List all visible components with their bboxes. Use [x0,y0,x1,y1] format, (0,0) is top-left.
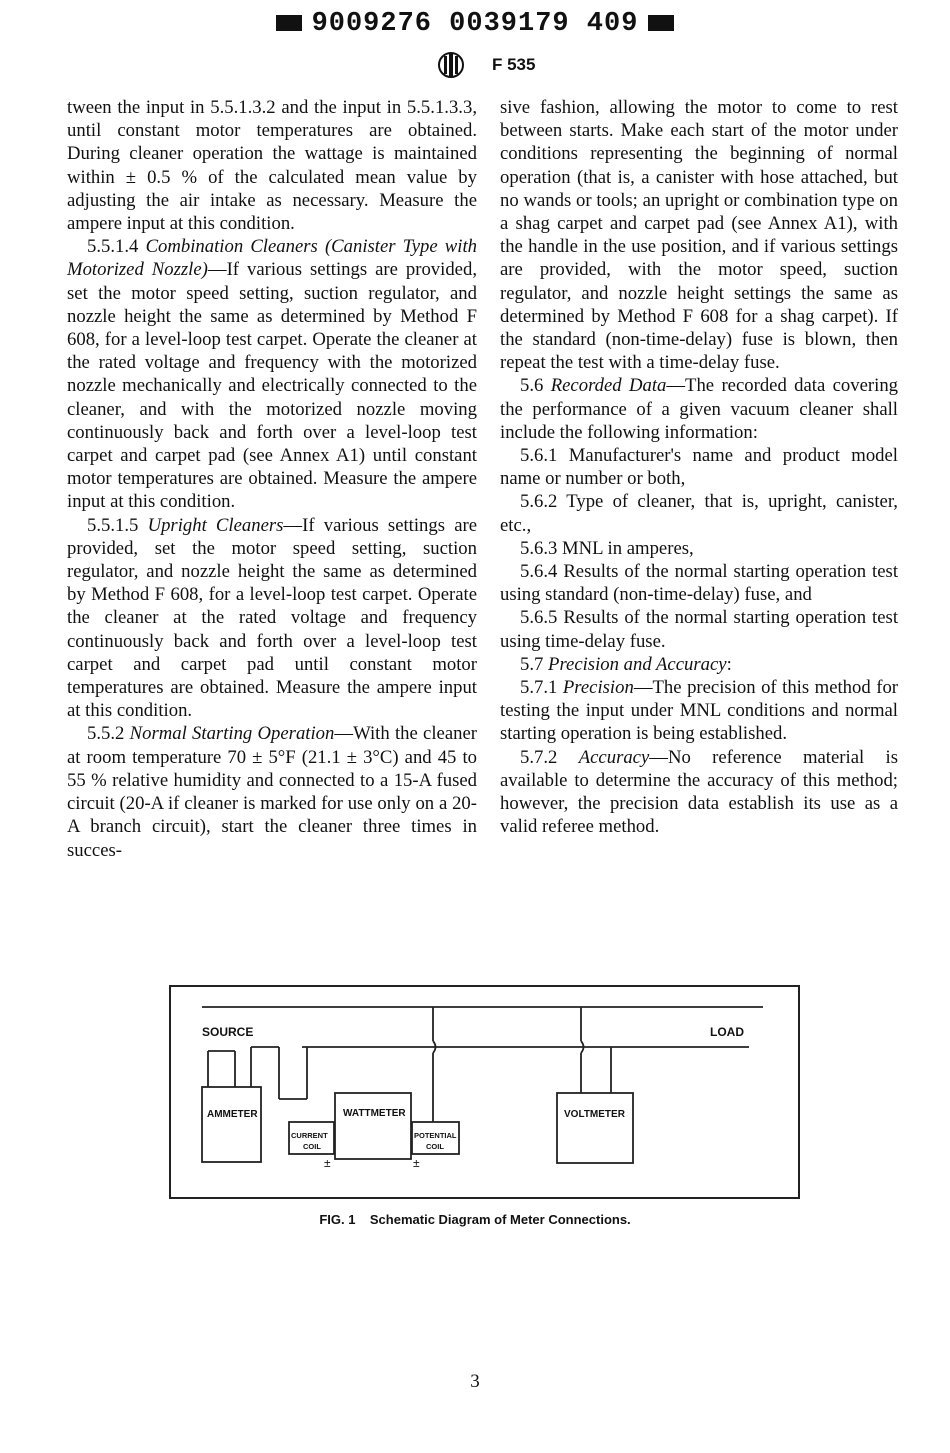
paragraph-5-6: 5.6 Recorded Data—The recorded data covering the performance of a given vacuum cleaner shall include the following information: [500,375,899,443]
wattmeter-label: WATTMETER [343,1108,406,1119]
paragraph-5-6-2: 5.6.2 Type of cleaner, that is, upright, canister, etc., [500,491,898,536]
paragraph-5-7-1: 5.7.1 Precision—The precision of this method for testing the input under MNL conditions and normal starting operation is being established. [500,677,899,745]
figure-caption [0,1212,950,1227]
figure-caption-text: Schematic Diagram of Meter Connections. [369,1212,631,1227]
schematic-figure [169,985,800,1199]
header-block-left [276,15,302,31]
ammeter-label: AMMETER [207,1109,258,1120]
plus-minus-potential: ± [413,1156,420,1170]
paragraph: tween the input in 5.5.1.3.2 and the input in 5.5.1.3.3, until constant motor temperatures are obtained. During cleaner operation the wattage is maintained within ± 0.5 % of the calculated mean value by adjusting the air intake as necessary. Measure the ampere input at this condition. [67,97,477,235]
astm-logo-icon [437,52,465,78]
document-header-code [0,9,950,39]
potential-coil-label-2: COIL [426,1142,444,1151]
potential-coil-label-1: POTENTIAL [414,1131,457,1140]
paragraph-5-6-1: 5.6.1 Manufacturer's name and product model name or number or both, [500,445,899,490]
source-label: SOURCE [202,1025,254,1039]
current-coil-label-1: CURRENT [291,1131,328,1140]
paragraph-5-6-5: 5.6.5 Results of the normal starting operation test using time-delay fuse. [500,607,899,652]
paragraph-continued: sive fashion, allowing the motor to come to rest between starts. Make each start of the motor under conditions representing the beginning of normal operation (that is, a canister with hose attached, but no wands or tools; an upright or combination type on a shag carpet and carpet pad (see Annex A1), with the handle in the use position, and if various settings are provided, with the motor speed, suction regulator, and nozzle height settings the same as determined by Method F 608 for a shag carpet). If the standard (non-time-delay) fuse is blown, then repeat the test with a time-delay fuse. [500,97,898,374]
page-number: 3 [470,1371,480,1392]
standard-designation: F 535 [492,55,536,74]
voltmeter-label: VOLTMETER [564,1109,625,1120]
header-code-text: 9009276 0039179 409 [311,9,639,39]
right-column [500,96,898,839]
paragraph-5-6-3: 5.6.3 MNL in amperes, [520,537,694,559]
load-label: LOAD [710,1025,744,1039]
plus-minus-current: ± [324,1156,331,1170]
header-block-right [648,15,674,31]
figure-caption-label: FIG. 1 [319,1212,356,1227]
left-column [67,96,477,862]
schematic-diagram [171,987,802,1201]
paragraph-5-5-1-5: 5.5.1.5 Upright Cleaners—If various settings are provided, set the motor speed setting, suction regulator, and nozzle height the same as determined by Method F 608, for a level-loop test carpet. Operate the cleaner at the rated voltage and frequency continuously back and forth over a level-loop test carpet and carpet pad until constant motor temperatures are obtained. Measure the ampere input at this condition. [67,514,478,722]
paragraph-5-7-2: 5.7.2 Accuracy—No reference material is available to determine the accuracy of this method; however, the precision data establish its use as a valid referee method. [500,746,898,838]
current-coil-label-2: COIL [303,1142,321,1151]
paragraph-5-5-1-4: 5.5.1.4 Combination Cleaners (Canister Type with Motorized Nozzle)—If various settings are provided, set the motor speed setting, suction regulator, and nozzle height the same as determined by Method F 608, for a level-loop test carpet. Operate the cleaner at the rated voltage and frequency with the motorized nozzle mechanically and electrically connected to the cleaner, and with the motorized nozzle moving continuously back and forth over a level-loop test carpet and carpet pad (see Annex A1) until constant motor temperatures are obtained. Measure the ampere input at this condition. [67,236,478,513]
paragraph-5-6-4: 5.6.4 Results of the normal starting operation test using standard (non-time-delay) fuse, and [500,561,899,606]
paragraph-5-5-2: 5.5.2 Normal Starting Operation—With the cleaner at room temperature 70 ± 5°F (21.1 ± 3°C) and 45 to 55 % relative humidity and connected to a 15-A fused circuit (20-A if cleaner is marked for use only on a 20-A branch circuit), start the cleaner three times in succes- [67,723,477,861]
paragraph-5-7: 5.7 Precision and Accuracy: [520,653,732,675]
